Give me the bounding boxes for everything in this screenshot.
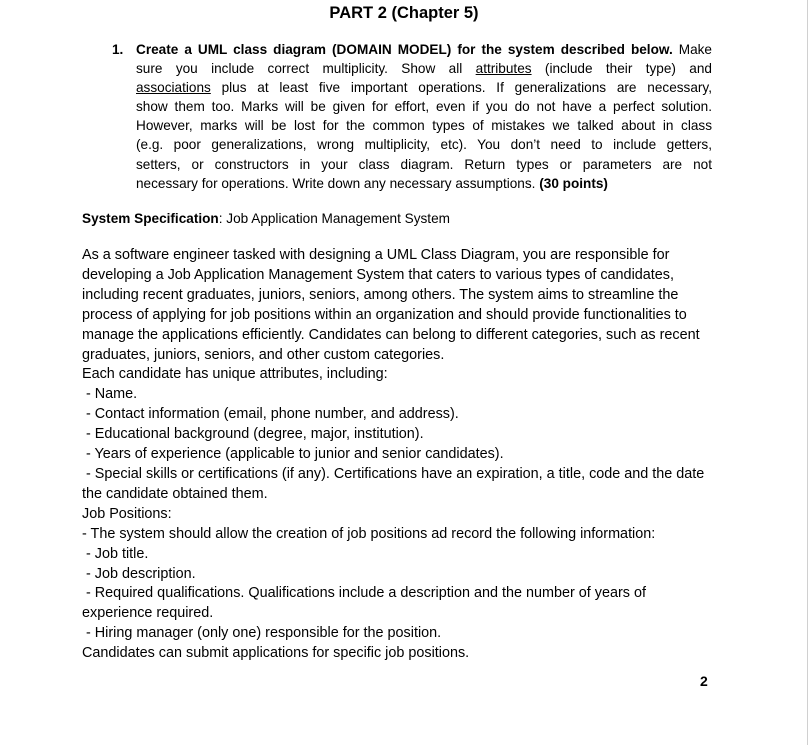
- question-line-6: (e.g. poor generalizations, wrong multiplicity, etc). You don’t need to include getters,: [136, 137, 712, 153]
- body-line: As a software engineer tasked with designing a UML Class Diagram, you are responsible for: [82, 247, 670, 263]
- associations-link: associations: [136, 80, 211, 96]
- question-line-1-tail: Make: [672, 42, 712, 57]
- list-item: - Required qualifications. Qualifications include a description and the number of years of: [86, 585, 646, 602]
- question-line-8-head: necessary for operations. Write down any necessary assumptions.: [136, 175, 540, 191]
- body-line: graduates, juniors, seniors, and other custom categories.: [82, 346, 445, 363]
- specification-body: [82, 246, 732, 664]
- list-item: - Job description.: [86, 565, 196, 582]
- spec-label: System Specification: [82, 211, 219, 226]
- list-item: - Years of experience (applicable to junior and senior candidates).: [86, 446, 504, 463]
- body-line: Candidates can submit applications for specific job positions.: [82, 645, 470, 662]
- question-line-7: setters, or constructors in your class diagram. Return types or parameters are not: [136, 156, 712, 172]
- page-number: 2: [700, 673, 708, 689]
- question-line-2-tail: (include their type) and: [531, 61, 712, 77]
- body-line: Job Positions:: [82, 505, 172, 522]
- spec-value: : Job Application Management System: [218, 211, 450, 226]
- question-text: [136, 40, 712, 193]
- body-line: manage the applications efficiently. Candidates can belong to different categories, such as recent: [82, 326, 700, 343]
- question-line-2-head: sure you include correct multiplicity. Show all: [136, 61, 476, 77]
- list-item: - Job title.: [86, 545, 149, 562]
- list-item: - Hiring manager (only one) responsible for the position.: [86, 625, 442, 642]
- list-item: - Special skills or certifications (if any). Certifications have an expiration, a title, code and the date: [86, 465, 705, 482]
- system-specification: [82, 210, 450, 228]
- body-line: including recent graduates, juniors, seniors, among others. The system aims to streamline the: [82, 286, 679, 303]
- list-item: - Educational background (degree, major, institution).: [86, 426, 424, 443]
- list-item: - Contact information (email, phone number, and address).: [86, 406, 459, 423]
- body-line: - The system should allow the creation of job positions ad record the following information:: [82, 525, 656, 542]
- body-line: the candidate obtained them.: [82, 485, 268, 502]
- list-item: - Name.: [86, 386, 138, 403]
- body-line: process of applying for job positions within an organization and should provide functionalities to: [82, 306, 687, 323]
- body-line: Each candidate has unique attributes, including:: [82, 366, 388, 383]
- question-number: 1.: [112, 42, 124, 57]
- question-line-5: However, marks will be lost for the common types of mistakes we talked about in class: [136, 118, 712, 134]
- question-line-1: [136, 40, 712, 59]
- question-line-2: [136, 59, 712, 78]
- question-bold-instruction: Create a UML class diagram (DOMAIN MODEL) for the system described below.: [136, 42, 673, 57]
- attributes-link: attributes: [475, 61, 532, 77]
- body-line: developing a Job Application Management System that caters to various types of candidates,: [82, 266, 674, 283]
- question-points: (30 points): [539, 175, 608, 191]
- question-line-3: [136, 78, 712, 97]
- part-heading: PART 2 (Chapter 5): [329, 4, 479, 22]
- question-1: [112, 40, 712, 193]
- question-line-4: show them too. Marks will be given for effort, even if you do not have a perfect solution.: [136, 99, 712, 115]
- question-line-3-tail: plus at least five important operations. If generalizations are necessary,: [210, 80, 712, 96]
- body-line: experience required.: [82, 605, 214, 622]
- question-line-8: [136, 174, 712, 193]
